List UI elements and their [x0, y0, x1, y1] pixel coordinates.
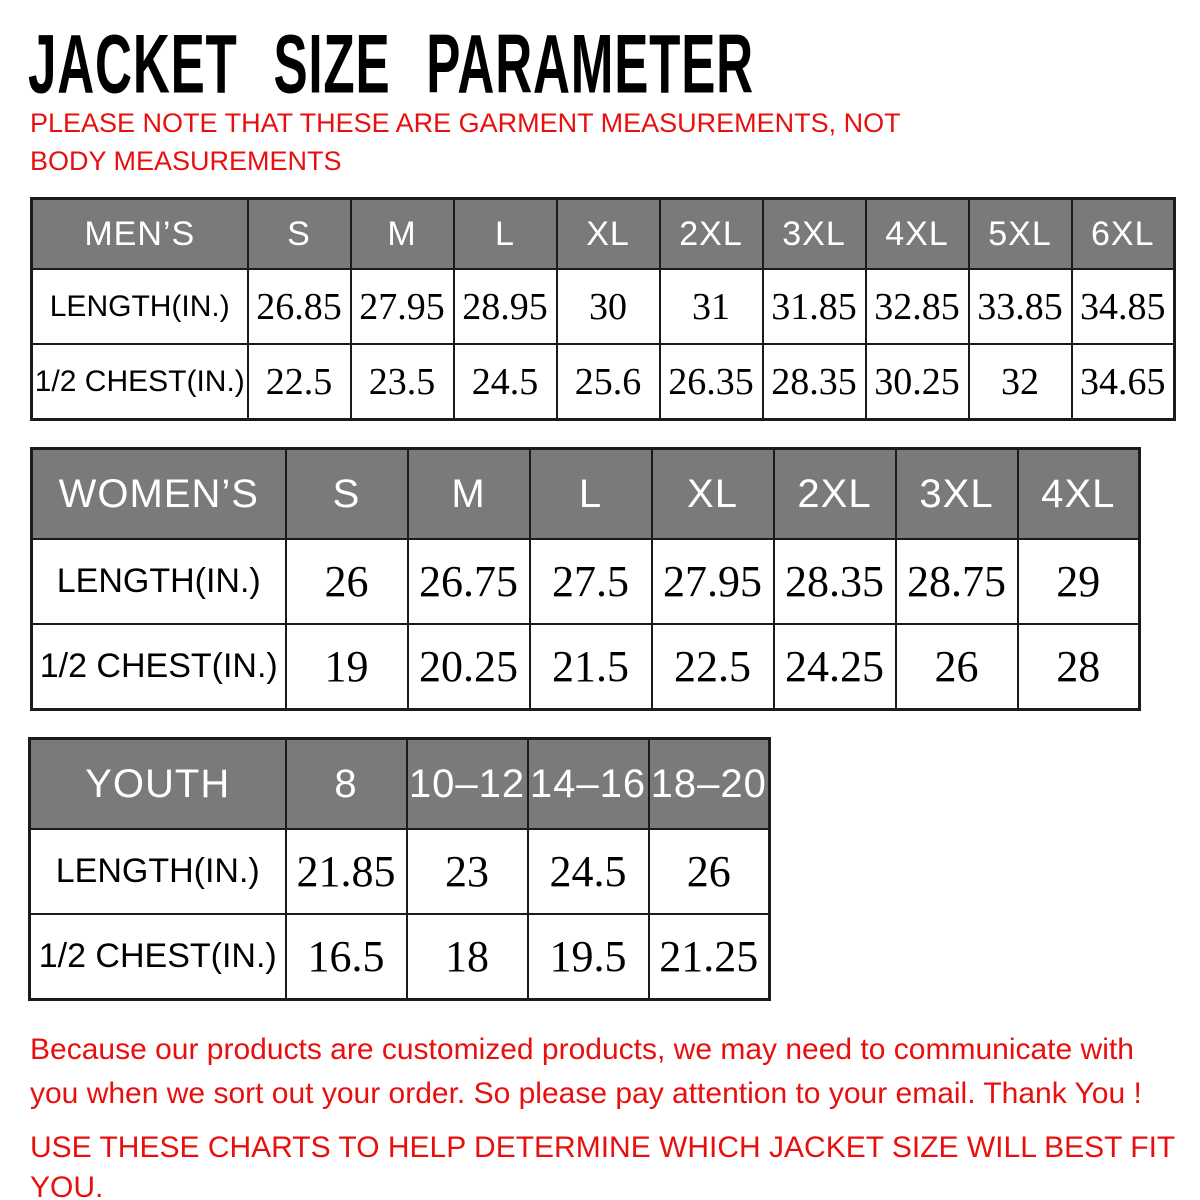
- value-cell: 32: [969, 344, 1072, 420]
- row-label-cell: 1/2 CHEST(IN.): [30, 914, 286, 1000]
- value-cell: 26.85: [248, 269, 351, 344]
- womens-header-row: [32, 449, 1140, 540]
- value-cell: 27.95: [351, 269, 454, 344]
- mens-length-row: [32, 269, 1175, 344]
- value-cell: 22.5: [652, 624, 774, 710]
- value-cell: 23.5: [351, 344, 454, 420]
- value-cell: 27.5: [530, 539, 652, 624]
- row-label-cell: LENGTH(IN.): [30, 829, 286, 914]
- youth-length-row: [30, 829, 770, 914]
- value-cell: 18: [407, 914, 528, 1000]
- size-header-cell: 4XL: [1018, 449, 1140, 540]
- size-header-cell: S: [286, 449, 408, 540]
- value-cell: 21.85: [286, 829, 407, 914]
- womens-chest-row: [32, 624, 1140, 710]
- value-cell: 26: [286, 539, 408, 624]
- value-cell: 26: [649, 829, 770, 914]
- size-header-cell: XL: [557, 199, 660, 270]
- value-cell: 25.6: [557, 344, 660, 420]
- value-cell: 28.35: [774, 539, 896, 624]
- value-cell: 28.75: [896, 539, 1018, 624]
- size-header-cell: 10–12: [407, 739, 528, 830]
- mens-header-row: [32, 199, 1175, 270]
- garment-measurement-note: PLEASE NOTE THAT THESE ARE GARMENT MEASUREMENTS, NOT BODY MEASUREMENTS: [30, 108, 901, 176]
- size-header-cell: M: [408, 449, 530, 540]
- value-cell: 31: [660, 269, 763, 344]
- mens-table-title-cell: MEN’S: [32, 199, 248, 270]
- value-cell: 26.35: [660, 344, 763, 420]
- value-cell: 28.35: [763, 344, 866, 420]
- value-cell: 28: [1018, 624, 1140, 710]
- value-cell: 27.95: [652, 539, 774, 624]
- size-header-cell: 18–20: [649, 739, 770, 830]
- chart-usage-text: USE THESE CHARTS TO HELP DETERMINE WHICH JACKET SIZE WILL BEST FIT YOU.: [30, 1131, 1175, 1200]
- value-cell: 24.25: [774, 624, 896, 710]
- size-header-cell: 8: [286, 739, 407, 830]
- size-header-cell: 5XL: [969, 199, 1072, 270]
- value-cell: 20.25: [408, 624, 530, 710]
- row-label-cell: 1/2 CHEST(IN.): [32, 344, 248, 420]
- row-label-cell: 1/2 CHEST(IN.): [32, 624, 286, 710]
- customization-notice-text: Because our products are customized products, we may need to communicate with you when we sort out your order. So please pay attention to your email. Thank You !: [30, 1033, 1142, 1110]
- value-cell: 34.65: [1072, 344, 1175, 420]
- value-cell: 34.85: [1072, 269, 1175, 344]
- size-header-cell: 3XL: [896, 449, 1018, 540]
- womens-size-table: [30, 447, 1141, 711]
- youth-size-table: [28, 737, 771, 1001]
- value-cell: 26: [896, 624, 1018, 710]
- size-header-cell: L: [530, 449, 652, 540]
- value-cell: 21.5: [530, 624, 652, 710]
- size-header-cell: M: [351, 199, 454, 270]
- youth-table-title-cell: YOUTH: [30, 739, 286, 830]
- size-header-cell: 2XL: [774, 449, 896, 540]
- size-header-cell: 6XL: [1072, 199, 1175, 270]
- row-label-cell: LENGTH(IN.): [32, 539, 286, 624]
- size-header-cell: 3XL: [763, 199, 866, 270]
- womens-length-row: [32, 539, 1140, 624]
- value-cell: 29: [1018, 539, 1140, 624]
- size-header-cell: 4XL: [866, 199, 969, 270]
- page-title: JACKET SIZE PARAMETER: [28, 17, 754, 111]
- size-header-cell: XL: [652, 449, 774, 540]
- size-header-cell: L: [454, 199, 557, 270]
- youth-header-row: [30, 739, 770, 830]
- value-cell: 32.85: [866, 269, 969, 344]
- value-cell: 28.95: [454, 269, 557, 344]
- size-header-cell: 14–16: [528, 739, 649, 830]
- mens-size-table: [30, 197, 1176, 421]
- value-cell: 22.5: [248, 344, 351, 420]
- value-cell: 21.25: [649, 914, 770, 1000]
- value-cell: 24.5: [454, 344, 557, 420]
- mens-chest-row: [32, 344, 1175, 420]
- size-header-cell: S: [248, 199, 351, 270]
- value-cell: 23: [407, 829, 528, 914]
- value-cell: 26.75: [408, 539, 530, 624]
- womens-table-title-cell: WOMEN’S: [32, 449, 286, 540]
- value-cell: 31.85: [763, 269, 866, 344]
- value-cell: 19: [286, 624, 408, 710]
- value-cell: 30.25: [866, 344, 969, 420]
- youth-chest-row: [30, 914, 770, 1000]
- row-label-cell: LENGTH(IN.): [32, 269, 248, 344]
- value-cell: 24.5: [528, 829, 649, 914]
- size-header-cell: 2XL: [660, 199, 763, 270]
- value-cell: 33.85: [969, 269, 1072, 344]
- value-cell: 19.5: [528, 914, 649, 1000]
- value-cell: 30: [557, 269, 660, 344]
- value-cell: 16.5: [286, 914, 407, 1000]
